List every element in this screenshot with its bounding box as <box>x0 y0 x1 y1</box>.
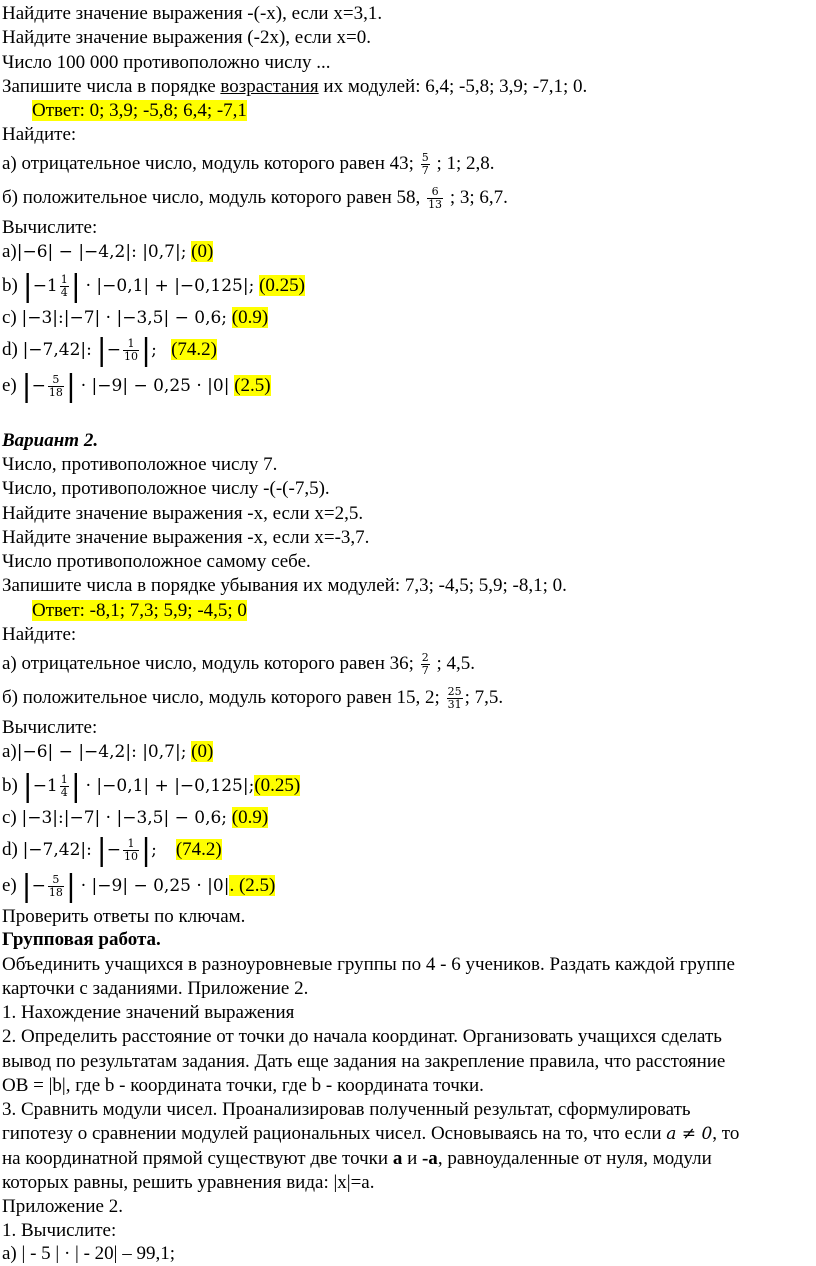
expr-b-1: b) |−1 $\frac{1}{4}$ | · |−0,1| + |−0,125|; (0.25) <box>2 269 305 304</box>
math-inline: a ≠ 0 <box>666 1124 713 1144</box>
expr-a-1: а)|−6| − |−4,2|: |0,7|; (0) <box>2 241 214 262</box>
answer-highlight: (0.9) <box>231 807 269 828</box>
calc-heading-2: Вычислите: <box>2 717 98 738</box>
find-item-a-2: а) отрицательное число, модуль которого равен 36; $\frac{2}{7}$ ; 4,5. <box>2 651 475 678</box>
group-line-5: вывод по результатам задания. Дать еще задания на закрепление правила, что расстояние <box>2 1051 726 1072</box>
group-line-6: ОВ = |b|, где b - координата точки, где b - координата точки. <box>2 1075 484 1096</box>
expr-d-2: d) |−7,42|: |− $\frac{1}{10}$ |; (74.2) <box>2 833 222 868</box>
v2-line-1: Число, противоположное числу 7. <box>2 454 278 475</box>
group-line-2: карточки с заданиями. Приложение 2. <box>2 978 309 999</box>
v2-line-6: Запишите числа в порядке убывания их модулей: 7,3; -4,5; 5,9; -8,1; 0. <box>2 575 567 596</box>
find-item-b-2: б) положительное число, модуль которого равен 15, 2; $\frac{25}{31}$ ; 7,5. <box>2 685 504 712</box>
appendix-heading: Приложение 2. <box>2 1196 123 1217</box>
expr-a-2: а)|−6| − |−4,2|: |0,7|; (0) <box>2 741 214 762</box>
expr-e-2: e) |− $\frac{5}{18}$ | · |−9| − 0,25 · |0|. (2.5) <box>2 869 276 904</box>
fraction: $\frac{25}{31}$ <box>447 685 462 712</box>
answer-highlight: (2.5) <box>234 375 271 396</box>
find-heading-1: Найдите: <box>2 124 77 145</box>
v2-line-5: Число противоположное самому себе. <box>2 551 311 572</box>
find-item-a-1: а) отрицательное число, модуль которого равен 43; $\frac{5}{7}$ ; 1; 2,8. <box>2 151 495 178</box>
answer-highlight: Ответ: -8,1; 7,3; 5,9; -4,5; 0 <box>32 600 247 621</box>
check-line: Проверить ответы по ключам. <box>2 906 246 927</box>
group-line-10: которых равны, решить уравнения вида: |х|=а. <box>2 1172 375 1193</box>
group-heading: Групповая работа. <box>2 929 161 950</box>
answer-highlight: (0) <box>191 741 214 762</box>
task-line-4: Запишите числа в порядке возрастания их модулей: 6,4; -5,8; 3,9; -7,1; 0. <box>2 76 588 97</box>
fraction: $\frac{5}{7}$ <box>421 151 429 178</box>
v2-line-2: Число, противоположное числу -(-(-7,5). <box>2 478 330 499</box>
answer-highlight: . (2.5) <box>229 875 276 896</box>
answer-highlight: Ответ: 0; 3,9; -5,8; 6,4; -7,1 <box>32 100 247 121</box>
expr-c-1: c) |−3|:|−7| · |−3,5| − 0,6; (0.9) <box>2 307 269 328</box>
answer-highlight: (0) <box>191 241 214 262</box>
expr-b-2: b) |−1 $\frac{1}{4}$ | · |−0,1| + |−0,125|;(0.25) <box>2 769 301 804</box>
answer-highlight: (74.2) <box>175 839 222 860</box>
answer-highlight: (0.25) <box>259 275 305 296</box>
group-line-4: 2. Определить расстояние от точки до начала координат. Организовать учащихся сделать <box>2 1026 722 1047</box>
v2-line-3: Найдите значение выражения -х, если х=2,5. <box>2 503 364 524</box>
find-heading-2: Найдите: <box>2 624 77 645</box>
answer-line-2 <box>32 599 247 623</box>
expr-e-1: e) |− $\frac{5}{18}$ | · |−9| − 0,25 · |0| (2.5) <box>2 369 271 404</box>
variant-heading: Вариант 2. <box>2 430 99 451</box>
answer-highlight: (0.25) <box>254 775 301 796</box>
group-line-9: на координатной прямой существуют две точки а и -а, равноудаленные от нуля, модули <box>2 1148 712 1169</box>
group-line-8: гипотезу о сравнении модулей рациональных чисел. Основываясь на то, что если a ≠ 0, то <box>2 1123 740 1144</box>
calc-heading-1: Вычислите: <box>2 217 98 238</box>
task-line-2: Найдите значение выражения (-2х), если х=0. <box>2 27 371 48</box>
appendix-expr-a: а) | - 5 | · | - 20| – 99,1; <box>2 1243 175 1264</box>
fraction: $\frac{6}{13}$ <box>428 185 443 212</box>
answer-highlight: (74.2) <box>171 339 217 360</box>
fraction: $\frac{2}{7}$ <box>421 651 429 678</box>
task-line-1: Найдите значение выражения -(-х), если х=3,1. <box>2 3 383 24</box>
expr-d-1: d) |−7,42|: |− $\frac{1}{10}$ |; (74.2) <box>2 333 217 368</box>
appendix-item-1: 1. Вычислите: <box>2 1220 117 1241</box>
group-line-3: 1. Нахождение значений выражения <box>2 1002 295 1023</box>
answer-line-1 <box>32 99 247 123</box>
group-line-7: 3. Сравнить модули чисел. Проанализировав полученный результат, сформулировать <box>2 1099 691 1120</box>
underlined-word: возрастания <box>220 76 319 97</box>
answer-highlight: (0.9) <box>231 307 269 328</box>
task-line-3: Число 100 000 противоположно числу ... <box>2 52 331 73</box>
expr-c-2: c) |−3|:|−7| · |−3,5| − 0,6; (0.9) <box>2 807 269 828</box>
group-line-1: Объединить учащихся в разноуровневые группы по 4 - 6 учеников. Раздать каждой группе <box>2 954 735 975</box>
v2-line-4: Найдите значение выражения -х, если х=-3,7. <box>2 527 370 548</box>
find-item-b-1: б) положительное число, модуль которого равен 58, $\frac{6}{13}$ ; 3; 6,7. <box>2 185 508 212</box>
